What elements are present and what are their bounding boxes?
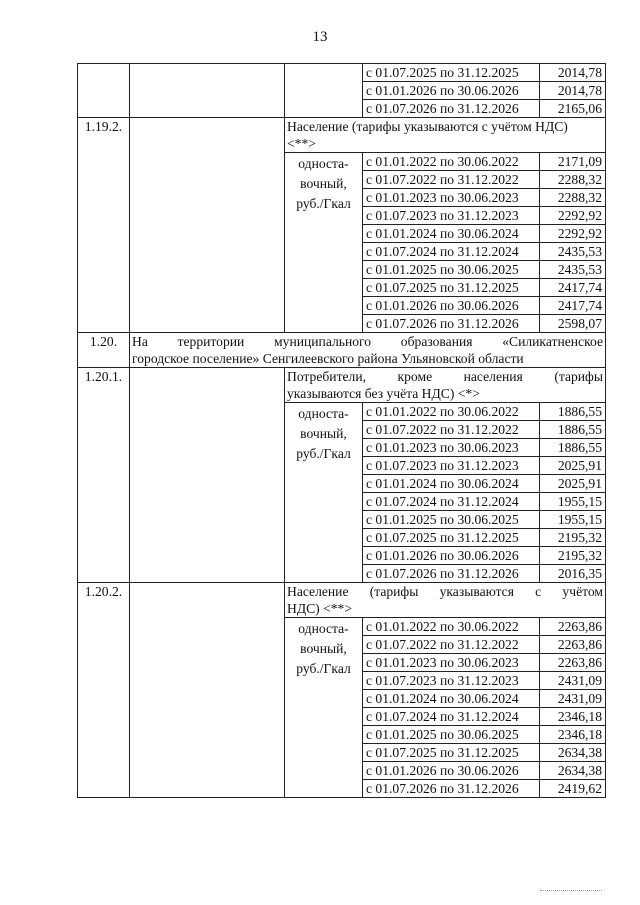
unit-label <box>285 153 363 333</box>
section-title-line: Население (тарифы указываются с учётом НДС) <box>287 119 568 134</box>
period-cell: с 01.07.2024 по 31.12.2024 <box>363 708 540 726</box>
unit-label-line: руб./Гкал <box>296 446 351 461</box>
value-cell: 2016,35 <box>540 565 606 583</box>
unit-label <box>285 618 363 798</box>
period-cell: с 01.01.2025 по 30.06.2025 <box>363 511 540 529</box>
section-title-line: <**> <box>287 136 316 151</box>
section-title <box>130 333 606 368</box>
section-title-line: НДС) <**> <box>287 601 353 616</box>
section-number: 1.20.2. <box>78 583 130 798</box>
period-cell: с 01.07.2025 по 31.12.2025 <box>363 744 540 762</box>
unit-label-line: односта- <box>298 156 349 171</box>
period-cell: с 01.07.2022 по 31.12.2022 <box>363 636 540 654</box>
section-title <box>285 368 606 403</box>
value-cell: 2346,18 <box>540 726 606 744</box>
period-cell: с 01.01.2026 по 30.06.2026 <box>363 82 540 100</box>
unit-cell <box>285 64 363 118</box>
description-cell <box>130 118 285 333</box>
period-cell: с 01.07.2025 по 31.12.2025 <box>363 279 540 297</box>
value-cell: 2417,74 <box>540 297 606 315</box>
unit-label-line: вочный, <box>300 641 347 656</box>
description-cell <box>130 583 285 798</box>
description-cell <box>130 64 285 118</box>
value-cell: 2598,07 <box>540 315 606 333</box>
unit-label-line: вочный, <box>300 176 347 191</box>
number-cell <box>78 64 130 118</box>
value-cell: 2025,91 <box>540 457 606 475</box>
period-cell: с 01.01.2024 по 30.06.2024 <box>363 690 540 708</box>
period-cell: с 01.01.2023 по 30.06.2023 <box>363 189 540 207</box>
value-cell: 2014,78 <box>540 82 606 100</box>
section-title <box>285 583 606 618</box>
period-cell: с 01.07.2023 по 31.12.2023 <box>363 207 540 225</box>
page-number: 13 <box>312 29 328 45</box>
value-cell: 2431,09 <box>540 690 606 708</box>
value-cell: 1886,55 <box>540 439 606 457</box>
period-cell: с 01.01.2026 по 30.06.2026 <box>363 762 540 780</box>
section-title-line: Потребители, кроме населения (тарифы <box>287 369 603 384</box>
section-header-row <box>78 583 606 618</box>
period-cell: с 01.07.2022 по 31.12.2022 <box>363 171 540 189</box>
period-cell: с 01.07.2026 по 31.12.2026 <box>363 565 540 583</box>
section-title-line: На территории муниципального образования «Силикатненское <box>132 334 603 349</box>
section-header-row <box>78 368 606 403</box>
period-cell: с 01.07.2026 по 31.12.2026 <box>363 315 540 333</box>
value-cell: 2014,78 <box>540 64 606 82</box>
value-cell: 2263,86 <box>540 636 606 654</box>
value-cell: 2419,62 <box>540 780 606 798</box>
value-cell: 1955,15 <box>540 511 606 529</box>
period-cell: с 01.07.2024 по 31.12.2024 <box>363 243 540 261</box>
tariff-table <box>77 63 606 798</box>
value-cell: 2195,32 <box>540 547 606 565</box>
period-cell: с 01.07.2023 по 31.12.2023 <box>363 672 540 690</box>
value-cell: 2435,53 <box>540 261 606 279</box>
value-cell: 1886,55 <box>540 403 606 421</box>
period-cell: с 01.01.2022 по 30.06.2022 <box>363 403 540 421</box>
value-cell: 2025,91 <box>540 475 606 493</box>
period-cell: с 01.01.2024 по 30.06.2024 <box>363 225 540 243</box>
section-title-line: указываются без учёта НДС) <*> <box>287 386 480 401</box>
unit-label-line: руб./Гкал <box>296 661 351 676</box>
description-cell <box>130 368 285 583</box>
section-number: 1.20.1. <box>78 368 130 583</box>
value-cell: 1886,55 <box>540 421 606 439</box>
unit-label-line: руб./Гкал <box>296 196 351 211</box>
period-cell: с 01.07.2025 по 31.12.2025 <box>363 64 540 82</box>
section-title-line: городское поселение» Сенгилеевского района Ульяновской области <box>132 351 524 366</box>
period-cell: с 01.07.2024 по 31.12.2024 <box>363 493 540 511</box>
period-cell: с 01.01.2023 по 30.06.2023 <box>363 654 540 672</box>
period-cell: с 01.07.2026 по 31.12.2026 <box>363 780 540 798</box>
period-cell: с 01.01.2025 по 30.06.2025 <box>363 726 540 744</box>
period-cell: с 01.01.2022 по 30.06.2022 <box>363 153 540 171</box>
period-cell: с 01.07.2022 по 31.12.2022 <box>363 421 540 439</box>
value-cell: 2171,09 <box>540 153 606 171</box>
value-cell: 1955,15 <box>540 493 606 511</box>
value-cell: 2195,32 <box>540 529 606 547</box>
value-cell: 2431,09 <box>540 672 606 690</box>
value-cell: 2292,92 <box>540 225 606 243</box>
value-cell: 2634,38 <box>540 762 606 780</box>
unit-label-line: вочный, <box>300 426 347 441</box>
value-cell: 2417,74 <box>540 279 606 297</box>
value-cell: 2288,32 <box>540 171 606 189</box>
period-cell: с 01.07.2023 по 31.12.2023 <box>363 457 540 475</box>
value-cell: 2634,38 <box>540 744 606 762</box>
value-cell: 2292,92 <box>540 207 606 225</box>
period-cell: с 01.01.2024 по 30.06.2024 <box>363 475 540 493</box>
section-number: 1.20. <box>78 333 130 368</box>
value-cell: 2288,32 <box>540 189 606 207</box>
section-title <box>285 118 606 153</box>
period-cell: с 01.07.2025 по 31.12.2025 <box>363 529 540 547</box>
section-header-row <box>78 333 606 368</box>
period-cell: с 01.01.2026 по 30.06.2026 <box>363 297 540 315</box>
unit-label-line: односта- <box>298 406 349 421</box>
section-title-line: Население (тарифы указываются с учётом <box>287 584 603 599</box>
value-cell: 2346,18 <box>540 708 606 726</box>
unit-label-line: односта- <box>298 621 349 636</box>
period-cell: с 01.01.2022 по 30.06.2022 <box>363 618 540 636</box>
period-cell: с 01.01.2025 по 30.06.2025 <box>363 261 540 279</box>
table-row <box>78 64 606 82</box>
value-cell: 2435,53 <box>540 243 606 261</box>
value-cell: 2263,86 <box>540 654 606 672</box>
section-header-row <box>78 118 606 153</box>
unit-label <box>285 403 363 583</box>
section-number: 1.19.2. <box>78 118 130 333</box>
value-cell: 2263,86 <box>540 618 606 636</box>
period-cell: с 01.01.2026 по 30.06.2026 <box>363 547 540 565</box>
scan-mark <box>540 890 602 891</box>
period-cell: с 01.01.2023 по 30.06.2023 <box>363 439 540 457</box>
period-cell: с 01.07.2026 по 31.12.2026 <box>363 100 540 118</box>
value-cell: 2165,06 <box>540 100 606 118</box>
